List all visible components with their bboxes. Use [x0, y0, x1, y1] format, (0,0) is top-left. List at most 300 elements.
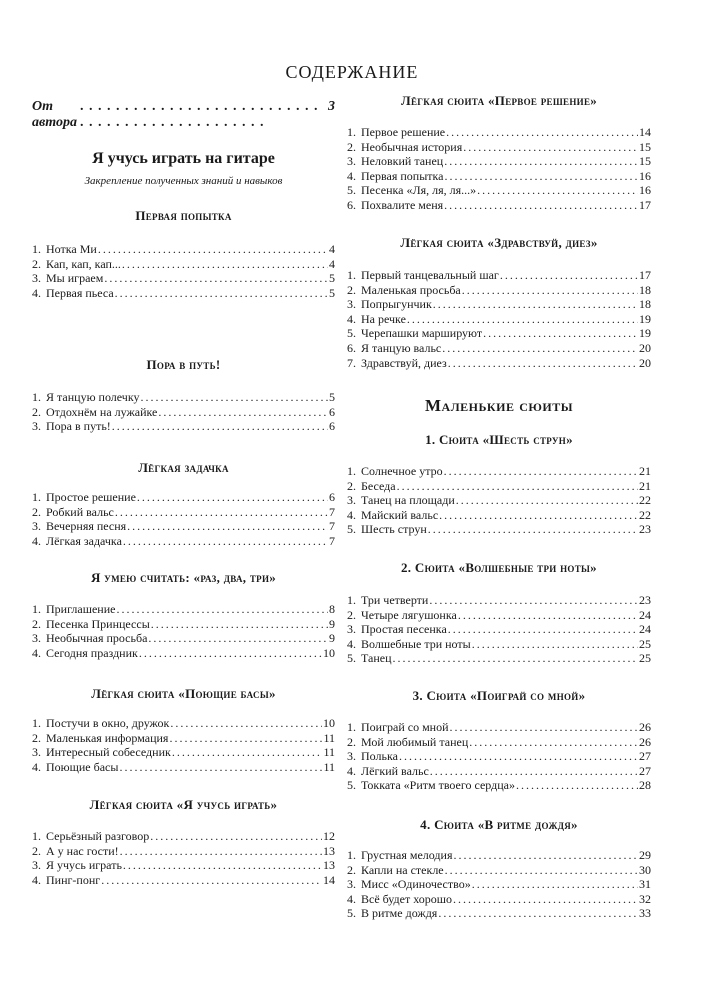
- toc-entry-number: 3.: [32, 631, 41, 646]
- dot-leader: [148, 631, 328, 646]
- dot-leader: [444, 198, 638, 213]
- toc-entry[interactable]: [347, 749, 651, 764]
- toc-entry-title: Черепашки маршируют: [361, 326, 483, 341]
- toc-entry[interactable]: [347, 356, 651, 371]
- toc-entry-page: 13: [323, 843, 335, 858]
- toc-entry[interactable]: [347, 341, 651, 356]
- toc-group: [32, 797, 335, 813]
- toc-entry-title: На речке: [361, 311, 406, 326]
- dot-leader: [453, 848, 638, 863]
- toc-entry-number: 3.: [32, 519, 41, 534]
- toc-entry-number: 1.: [347, 593, 356, 607]
- toc-entry-title: Маленькая информация: [46, 730, 169, 745]
- toc-entry[interactable]: [347, 125, 651, 140]
- toc-entry-number: 2.: [347, 607, 356, 622]
- toc-entry-page: 15: [639, 154, 651, 169]
- toc-entry-page: 19: [639, 311, 651, 326]
- toc-group: [32, 570, 335, 586]
- toc-group-heading: Я умею считать: «раз, два, три»: [90, 570, 277, 585]
- toc-entry-page: 6: [329, 404, 335, 419]
- toc-entry-number: 4.: [347, 636, 356, 651]
- toc-entry-page: 12: [323, 829, 335, 843]
- toc-entry-number: 5.: [347, 778, 356, 793]
- toc-entry[interactable]: [32, 617, 335, 632]
- toc-entry[interactable]: [347, 877, 651, 892]
- toc-entry-number: 5.: [347, 906, 356, 921]
- toc-group: [32, 357, 335, 373]
- dot-leader: [407, 312, 638, 327]
- toc-entry-page: 20: [639, 355, 651, 370]
- toc-entry-number: 2.: [347, 734, 356, 749]
- toc-group-heading: 2. Сюита «Волшебные три ноты»: [401, 560, 597, 575]
- toc-entry-title: Всё будет хорошо: [361, 891, 453, 906]
- dot-leader: [137, 490, 328, 505]
- dot-leader: [397, 479, 638, 494]
- dot-leader: [101, 873, 322, 888]
- dot-leader: [456, 493, 638, 508]
- toc-entry-number: 4.: [347, 763, 356, 778]
- toc-entry-number: 3.: [347, 622, 356, 637]
- toc-entry-page: 15: [639, 139, 651, 154]
- toc-entry[interactable]: [32, 534, 335, 549]
- dot-leader: [399, 749, 638, 764]
- toc-entry-title: Серьёзный разговор: [46, 829, 150, 843]
- toc-entry-number: 2.: [347, 282, 356, 297]
- page-title: СОДЕРЖАНИЕ: [285, 62, 419, 82]
- toc-group: [347, 432, 651, 448]
- toc-entry-number: 2.: [32, 256, 41, 271]
- toc-entry-title: Грустная мелодия: [361, 848, 453, 862]
- toc-entry-number: 5.: [347, 651, 356, 666]
- dot-leader: [127, 519, 328, 534]
- toc-entry-title: Пинг-понг: [46, 872, 101, 887]
- toc-entry-number: 1.: [347, 125, 356, 139]
- toc-entry-number: 6.: [347, 340, 356, 355]
- toc-entry-title: Необычная история: [361, 139, 463, 154]
- dot-leader: [430, 764, 638, 779]
- toc-entry-title: Приглашение: [46, 602, 116, 616]
- toc-entry-page: 28: [639, 778, 651, 793]
- toc-entry[interactable]: [32, 519, 335, 534]
- toc-entry-list: [32, 390, 335, 434]
- toc-entry-page: 3: [328, 99, 335, 114]
- dot-leader: [516, 778, 638, 793]
- toc-entry[interactable]: [347, 735, 651, 750]
- toc-entry[interactable]: [347, 764, 651, 779]
- toc-entry-page: 5: [329, 285, 335, 300]
- toc-entry-title: Пора в путь!: [46, 419, 111, 434]
- dot-leader: [439, 508, 638, 523]
- toc-entry-title: Постучи в окно, дружок: [46, 716, 170, 730]
- toc-entry-number: 4.: [347, 311, 356, 326]
- toc-entry-number: 3.: [347, 749, 356, 764]
- dot-leader: [500, 268, 638, 283]
- toc-entry-title: Поиграй со мной: [361, 720, 449, 734]
- toc-entry-title: Шесть струн: [361, 522, 427, 537]
- toc-entry-page: 19: [639, 326, 651, 341]
- toc-entry[interactable]: [347, 198, 651, 213]
- toc-entry-number: 1.: [347, 464, 356, 478]
- toc-entry-title: Мы играем: [46, 271, 104, 286]
- toc-entry-page: 17: [639, 197, 651, 212]
- toc-entry[interactable]: [32, 731, 335, 746]
- toc-entry-title: Полька: [361, 749, 398, 764]
- toc-group-heading: Пора в путь!: [146, 357, 221, 372]
- toc-entry-number: 3.: [347, 154, 356, 169]
- toc-entry[interactable]: [347, 863, 651, 878]
- toc-entry-page: 26: [639, 720, 651, 734]
- dot-leader: [98, 242, 328, 257]
- toc-entry-page: 11: [323, 730, 335, 745]
- toc-entry-page: 5: [329, 390, 335, 404]
- dot-leader: [139, 646, 322, 661]
- toc-entry-list: [347, 464, 651, 537]
- toc-entry[interactable]: [347, 651, 651, 666]
- toc-group: [347, 817, 651, 833]
- toc-entry-title: Танец: [361, 651, 392, 666]
- toc-entry-number: 5.: [347, 326, 356, 341]
- dot-leader: [472, 877, 638, 892]
- toc-entry-number: 2.: [347, 139, 356, 154]
- dot-leader: [453, 892, 638, 907]
- toc-entry-number: 4.: [347, 168, 356, 183]
- toc-entry-number: 1.: [32, 490, 41, 504]
- toc-entry-title: Лёгкий вальс: [361, 763, 429, 778]
- toc-entry[interactable]: [32, 602, 335, 617]
- toc-entry[interactable]: [32, 405, 335, 420]
- toc-entry[interactable]: [347, 140, 651, 155]
- dot-leader: [445, 863, 638, 878]
- toc-entry-number: 4.: [32, 285, 41, 300]
- toc-group-heading: Лёгкая сюита «Поющие басы»: [91, 686, 276, 701]
- toc-entry-title: Вечерняя песня: [46, 519, 127, 534]
- toc-entry-number: 5.: [347, 183, 356, 198]
- dot-leader: [444, 464, 638, 479]
- toc-entry-page: 31: [639, 877, 651, 892]
- toc-entry[interactable]: [32, 646, 335, 661]
- dot-leader: [448, 356, 638, 371]
- toc-entry-title: Лёгкая задачка: [46, 533, 122, 548]
- toc-entry[interactable]: [32, 760, 335, 775]
- toc-entry-page: 33: [639, 906, 651, 921]
- toc-entry-list: [347, 125, 651, 213]
- toc-entry[interactable]: [347, 183, 651, 198]
- dot-leader: [444, 154, 638, 169]
- toc-entry[interactable]: [32, 242, 335, 257]
- toc-entry-title: Маленькая просьба: [361, 282, 461, 297]
- toc-entry-number: 1.: [32, 829, 41, 843]
- toc-entry-number: 1.: [32, 390, 41, 404]
- toc-entry-page: 20: [639, 340, 651, 355]
- dot-leader: [170, 716, 322, 731]
- toc-entry-title: Три четверти: [361, 593, 429, 607]
- toc-entry[interactable]: [347, 268, 651, 283]
- toc-entry[interactable]: [347, 283, 651, 298]
- toc-entry-page: 32: [639, 891, 651, 906]
- toc-entry-number: 1.: [347, 720, 356, 734]
- toc-group: [347, 688, 651, 704]
- toc-entry[interactable]: [347, 312, 651, 327]
- toc-entry-title: Мой любимый танец: [361, 734, 469, 749]
- dot-leader: [458, 608, 638, 623]
- dot-leader: [80, 99, 325, 131]
- toc-entry[interactable]: [32, 873, 335, 888]
- toc-group-heading: 4. Сюита «В ритме дождя»: [420, 817, 578, 832]
- toc-entry-number: 3.: [347, 297, 356, 312]
- toc-entry-page: 4: [329, 256, 335, 271]
- toc-entry-title: Необычная просьба: [46, 631, 148, 646]
- dot-leader: [462, 283, 638, 298]
- dot-leader: [483, 326, 638, 341]
- toc-entry-page: 25: [639, 651, 651, 666]
- toc-entry-title: Майский вальс: [361, 507, 439, 522]
- dot-leader: [469, 735, 638, 750]
- toc-entry-title: Сегодня праздник: [46, 645, 138, 660]
- dot-leader: [448, 622, 638, 637]
- toc-entry-number: 4.: [32, 872, 41, 887]
- toc-entry-number: 3.: [32, 271, 41, 286]
- toc-entry-number: 4.: [32, 533, 41, 548]
- toc-entry[interactable]: [347, 622, 651, 637]
- section-title-guitar: Я учусь играть на гитаре: [92, 150, 275, 167]
- toc-entry[interactable]: [347, 493, 651, 508]
- toc-entry-title: Волшебные три ноты: [361, 636, 471, 651]
- toc-entry-page: 14: [639, 125, 651, 139]
- dot-leader: [120, 844, 322, 859]
- toc-entry-title: В ритме дождя: [361, 906, 438, 921]
- toc-entry-page: 9: [329, 616, 335, 631]
- toc-entry-number: 4.: [347, 891, 356, 906]
- toc-entry-title: А у нас гости!: [46, 843, 119, 858]
- toc-group: [347, 235, 651, 251]
- toc-group-heading: Первая попытка: [135, 208, 232, 223]
- toc-entry-title: Кап, кап, кап...: [46, 256, 121, 271]
- toc-entry-page: 23: [639, 522, 651, 537]
- dot-leader: [393, 651, 638, 666]
- toc-entry-title: Я танцую вальс: [361, 340, 442, 355]
- toc-entry-number: 2.: [32, 843, 41, 858]
- toc-group-heading: Лёгкая сюита «Здравствуй, диез»: [400, 235, 598, 250]
- toc-entry-title: Мисс «Одиночество»: [361, 877, 471, 892]
- toc-entry-number: 1.: [32, 242, 41, 256]
- toc-entry-page: 29: [639, 848, 651, 862]
- toc-entry[interactable]: [347, 479, 651, 494]
- dot-leader: [450, 720, 638, 735]
- toc-entry-title: Простое решение: [46, 490, 136, 504]
- toc-entry-title: Интересный собеседник: [46, 745, 171, 760]
- toc-entry-page: 11: [323, 745, 335, 760]
- toc-entry-title: Отдохнём на лужайке: [46, 404, 158, 419]
- toc-entry-title: Песенка Принцессы: [46, 616, 150, 631]
- toc-entry-number: 6.: [347, 197, 356, 212]
- dot-leader: [438, 906, 638, 921]
- toc-entry[interactable]: [347, 326, 651, 341]
- toc-entry-page: 10: [323, 645, 335, 660]
- toc-entry-page: 6: [329, 419, 335, 434]
- dot-leader: [446, 125, 638, 140]
- toc-entry-page: 16: [639, 168, 651, 183]
- toc-entry[interactable]: [347, 906, 651, 921]
- toc-entry-list: [347, 720, 651, 793]
- toc-entry-number: 1.: [32, 602, 41, 616]
- toc-entry-number: 1.: [347, 268, 356, 282]
- toc-entry-number: 3.: [32, 858, 41, 873]
- dot-leader: [444, 169, 638, 184]
- toc-group: [347, 560, 651, 576]
- toc-entry-page: 27: [639, 763, 651, 778]
- toc-entry-number: 3.: [347, 877, 356, 892]
- toc-entry-page: 9: [329, 631, 335, 646]
- toc-entry[interactable]: [32, 490, 335, 505]
- toc-entry[interactable]: [347, 892, 651, 907]
- section-subtitle: Закрепление полученных знаний и навыков: [84, 175, 283, 187]
- section-title-small-suites: Маленькие сюиты: [424, 396, 573, 415]
- toc-entry[interactable]: [32, 271, 335, 286]
- toc-entry-page: 7: [329, 519, 335, 534]
- toc-entry[interactable]: [32, 390, 335, 405]
- toc-entry-number: 4.: [347, 507, 356, 522]
- toc-entry[interactable]: [347, 608, 651, 623]
- toc-entry[interactable]: [347, 169, 651, 184]
- toc-entry-page: 7: [329, 533, 335, 548]
- toc-entry-title: Песенка «Ля, ля, ля...»: [361, 183, 477, 198]
- toc-entry-page: 10: [323, 716, 335, 730]
- toc-entry[interactable]: [32, 286, 335, 301]
- toc-entry[interactable]: [347, 637, 651, 652]
- toc-entry-page: 17: [639, 268, 651, 282]
- toc-entry-page: 5: [329, 271, 335, 286]
- toc-entry[interactable]: [347, 297, 651, 312]
- dot-leader: [104, 271, 328, 286]
- toc-entry[interactable]: [32, 716, 335, 731]
- dot-leader: [151, 617, 328, 632]
- toc-entry-title: Беседа: [361, 478, 396, 493]
- toc-entry[interactable]: [347, 154, 651, 169]
- toc-group: [347, 93, 651, 109]
- toc-entry-list: [347, 848, 651, 921]
- dot-leader: [429, 593, 638, 608]
- dot-leader: [428, 522, 638, 537]
- toc-entry-title: Поющие басы: [46, 759, 119, 774]
- toc-entry[interactable]: [347, 720, 651, 735]
- toc-entry-title: Неловкий танец: [361, 154, 444, 169]
- toc-entry-page: 27: [639, 749, 651, 764]
- toc-entry[interactable]: [32, 419, 335, 434]
- toc-entry[interactable]: [32, 844, 335, 859]
- toc-entry-page: 25: [639, 636, 651, 651]
- toc-group-heading: 1. Сюита «Шесть струн»: [425, 432, 573, 447]
- toc-entry-page: 24: [639, 622, 651, 637]
- toc-entry[interactable]: [32, 631, 335, 646]
- toc-entry[interactable]: [347, 848, 651, 863]
- toc-entry-page: 23: [639, 593, 651, 607]
- toc-entry-page: 21: [639, 478, 651, 493]
- toc-entry-page: 18: [639, 282, 651, 297]
- toc-entry-title: Первый танцевальный шаг: [361, 268, 499, 282]
- toc-entry-list: [32, 716, 335, 774]
- toc-entry-number: 2.: [32, 730, 41, 745]
- toc-entry-number: 2.: [32, 404, 41, 419]
- toc-entry-number: 2.: [32, 616, 41, 631]
- toc-entry-title: Простая песенка: [361, 622, 447, 637]
- toc-entry-title: Токката «Ритм твоего сердца»: [361, 778, 515, 793]
- toc-entry[interactable]: [347, 508, 651, 523]
- toc-entry-title: Четыре лягушонка: [361, 607, 457, 622]
- toc-entry-list: [347, 268, 651, 370]
- toc-entry-title: Капли на стекле: [361, 862, 444, 877]
- toc-entry[interactable]: [32, 257, 335, 272]
- toc-entry-number: 4.: [32, 759, 41, 774]
- dot-leader: [123, 534, 328, 549]
- dot-leader: [115, 505, 328, 520]
- toc-entry-number: 2.: [347, 478, 356, 493]
- toc-entry-number: 4.: [32, 645, 41, 660]
- toc-entry-page: 26: [639, 734, 651, 749]
- dot-leader: [463, 140, 638, 155]
- toc-entry[interactable]: [32, 505, 335, 520]
- dot-leader: [472, 637, 638, 652]
- toc-entry-title: Солнечное утро: [361, 464, 443, 478]
- toc-entry[interactable]: [347, 464, 651, 479]
- toc-entry[interactable]: [32, 858, 335, 873]
- toc-entry-page: 22: [639, 493, 651, 508]
- dot-leader: [172, 745, 323, 760]
- toc-entry-page: 13: [323, 858, 335, 873]
- toc-entry[interactable]: [347, 593, 651, 608]
- toc-entry-number: 2.: [32, 504, 41, 519]
- toc-entry-title: Робкий вальс: [46, 504, 114, 519]
- toc-group: [32, 208, 335, 224]
- toc-entry-list: [32, 242, 335, 300]
- toc-entry[interactable]: [32, 745, 335, 760]
- toc-entry-title: Попрыгунчик: [361, 297, 432, 312]
- dot-leader: [433, 297, 638, 312]
- toc-entry-list: [32, 490, 335, 548]
- toc-entry-page: 14: [323, 872, 335, 887]
- toc-entry-title: Первая попытка: [361, 168, 444, 183]
- toc-entry-number: 1.: [347, 848, 356, 862]
- toc-entry-label: От автора: [32, 99, 77, 130]
- toc-entry-page: 30: [639, 862, 651, 877]
- toc-entry-page: 7: [329, 504, 335, 519]
- toc-entry-title: Первое решение: [361, 125, 446, 139]
- toc-entry[interactable]: [347, 778, 651, 793]
- toc-group-heading: Лёгкая сюита «Первое решение»: [400, 93, 598, 108]
- toc-entry-title: Похвалите меня: [361, 197, 444, 212]
- toc-entry-title: Здравствуй, диез: [361, 355, 447, 370]
- dot-leader: [150, 829, 322, 844]
- dot-leader: [169, 731, 322, 746]
- toc-entry-page: 22: [639, 507, 651, 522]
- dot-leader: [158, 405, 328, 420]
- dot-leader: [123, 858, 322, 873]
- toc-entry-page: 8: [329, 602, 335, 616]
- dot-leader: [442, 341, 638, 356]
- toc-entry-number: 5.: [347, 522, 356, 537]
- dot-leader: [119, 760, 322, 775]
- toc-entry-page: 16: [639, 183, 651, 198]
- toc-entry-list: [32, 829, 335, 887]
- toc-entry-number: 3.: [32, 419, 41, 434]
- toc-entry-page: 6: [329, 490, 335, 504]
- toc-entry-author[interactable]: [32, 99, 335, 131]
- toc-entry-number: 1.: [32, 716, 41, 730]
- toc-entry[interactable]: [32, 829, 335, 844]
- toc-entry[interactable]: [347, 522, 651, 537]
- toc-group-heading: Лёгкая задачка: [138, 460, 229, 475]
- dot-leader: [115, 286, 328, 301]
- toc-entry-page: 18: [639, 297, 651, 312]
